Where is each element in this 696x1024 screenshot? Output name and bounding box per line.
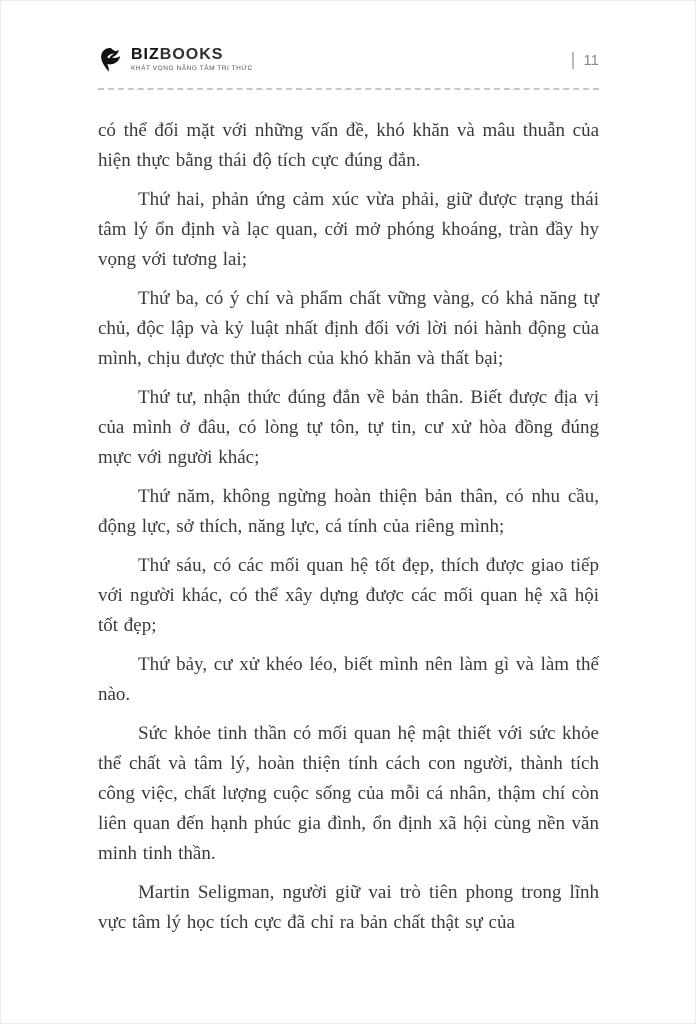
paragraph: Sức khỏe tinh thần có mối quan hệ mật thiết với sức khỏe thể chất và tâm lý, hoàn thiện tính cách con người, thành tích công việc, chất lượng cuộc sống của mỗi cá nhân, thậm chí còn liên quan đến hạnh phúc gia đình, ổn định xã hội cùng nền văn minh tinh thần.: [98, 723, 599, 864]
paragraph: Thứ hai, phản ứng cảm xúc vừa phải, giữ được trạng thái tâm lý ổn định và lạc quan, cởi mở phóng khoáng, tràn đầy hy vọng với tương lai;: [98, 189, 599, 270]
paragraph: Thứ năm, không ngừng hoàn thiện bản thân, có nhu cầu, động lực, sở thích, năng lực, cá tính của riêng mình;: [98, 486, 599, 537]
logo-title-books: BOOKS: [159, 46, 224, 64]
bizbooks-bird-logo-icon: [98, 47, 124, 73]
page-number-separator: [572, 52, 574, 69]
logo-title: [131, 47, 253, 63]
page-header: [98, 43, 599, 77]
paragraph: Thứ ba, có ý chí và phẩm chất vững vàng, có khả năng tự chủ, độc lập và kỷ luật nhất định đối với lời nói hành động của mình, chịu được thử thách của khó khăn và thất bại;: [98, 288, 599, 369]
paragraph: Martin Seligman, người giữ vai trò tiên phong trong lĩnh vực tâm lý học tích cực đã chỉ ra bản chất thật sự của: [98, 882, 599, 933]
page-number: [572, 52, 599, 69]
logo-text-block: [131, 47, 253, 73]
page-number-value: 11: [583, 51, 599, 69]
page-body-text: [98, 116, 599, 938]
paragraph: có thể đối mặt với những vấn đề, khó khăn và mâu thuẫn của hiện thực bằng thái độ tích cực đúng đắn.: [98, 120, 599, 171]
paragraph: Thứ sáu, có các mối quan hệ tốt đẹp, thích được giao tiếp với người khác, có thể xây dựng được các mối quan hệ xã hội tốt đẹp;: [98, 555, 599, 636]
paragraph: Thứ tư, nhận thức đúng đắn về bản thân. Biết được địa vị của mình ở đâu, có lòng tự tôn, tự tin, cư xử hòa đồng đúng mực với người khác;: [98, 387, 599, 468]
header-dashed-divider: [98, 88, 599, 90]
logo-tagline: KHÁT VỌNG NÂNG TẦM TRI THỨC: [131, 65, 253, 73]
paragraph: Thứ bảy, cư xử khéo léo, biết mình nên làm gì và làm thế nào.: [98, 654, 599, 705]
bizbooks-logo: [98, 47, 253, 73]
logo-title-biz: BIZ: [131, 46, 160, 64]
